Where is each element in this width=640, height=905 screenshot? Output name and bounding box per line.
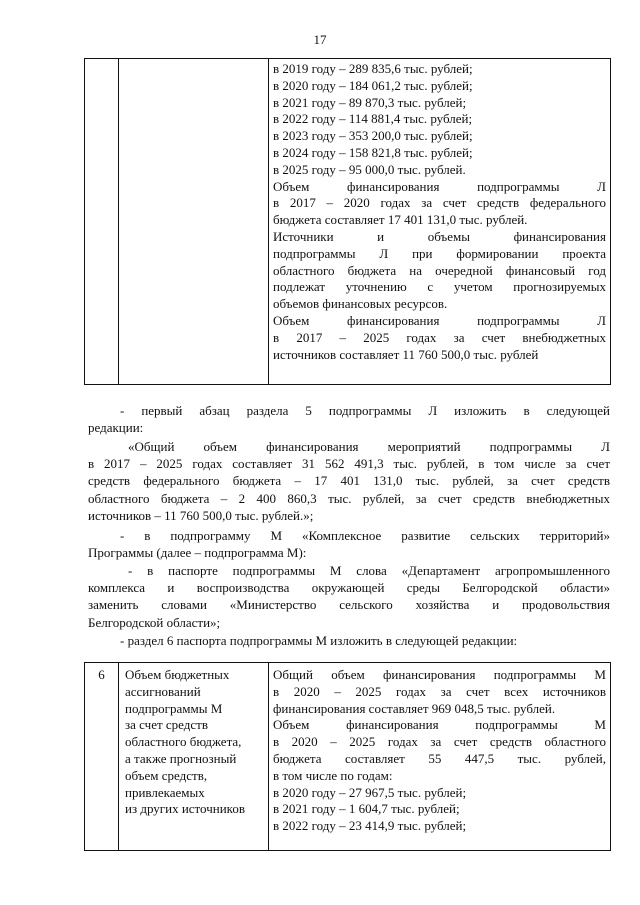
label-line: областного бюджета, [125,734,242,750]
regional-budget-paragraph-line: в том числе по годам: [273,767,393,783]
total-paragraph-line: в 2020 – 2025 годах за счет всех источников [273,683,606,699]
body-line: «Общий объем финансирования мероприятий подпрограммы Л [128,439,610,454]
table1-content-cell [269,59,611,385]
regional-budget-paragraph-line: бюджета составляет 55 447,5 тыс. рублей, [273,750,606,766]
label-line: а также прогнозный [125,750,237,766]
financing-table-continued [84,58,611,385]
year-line-2021: в 2021 году – 1 604,7 тыс. рублей; [273,801,460,817]
federal-budget-paragraph-line: в 2017 – 2020 годах за счет средств федерального [273,195,606,211]
year-line-2021: в 2021 году – 89 870,3 тыс. рублей; [273,94,467,110]
body-line: редакции: [88,420,144,436]
body-line: - первый абзац раздела 5 подпрограммы Л изложить в следующей [120,403,610,418]
total-paragraph-line: финансирования составляет 969 048,5 тыс. рублей. [273,700,556,716]
body-line: комплекса и воспроизводства окружающей среды Белгородской области» [88,580,610,596]
table2-content-cell [269,663,611,851]
table1-number-cell [85,59,119,385]
table1-label-cell [119,59,269,385]
label-line: ассигнований [125,683,201,699]
body-line: областного бюджета – 2 400 860,3 тыс. рублей, за счет средств внебюджетных [88,490,610,506]
paragraph-section5-amend [88,402,610,436]
body-line: заменить словами «Министерство сельского хозяйства и продовольствия [88,597,610,613]
body-line: средств федерального бюджета – 17 401 131,0 тыс. рублей, за счет средств [88,473,610,489]
year-line-2020: в 2020 году – 184 061,2 тыс. рублей; [273,77,473,93]
total-paragraph-line: Общий объем финансирования подпрограммы М [273,667,606,682]
extrabudgetary-paragraph-line: источников составляет 11 760 500,0 тыс. рублей [273,346,539,362]
subprogram-m-financing-table [84,662,611,851]
label-line: Объем бюджетных [125,667,230,682]
body-line: Белгородской области»; [88,614,221,630]
label-line: за счет средств [125,717,208,733]
table2-number-cell [85,663,119,851]
body-line: - в паспорте подпрограммы М слова «Департамент агропромышленного [128,563,610,578]
year-line-2020: в 2020 году – 27 967,5 тыс. рублей; [273,784,467,800]
sources-paragraph-line: подпрограммы Л при формировании проекта [273,245,606,261]
extrabudgetary-paragraph-line: Объем финансирования подпрограммы Л [273,312,606,328]
paragraph-subprogram-m [88,527,610,561]
sources-paragraph-line: областного бюджета на очередной финансовый год [273,262,606,278]
paragraph-quote-total [88,438,610,524]
label-line: из других источников [125,801,245,817]
year-line-2023: в 2023 году – 353 200,0 тыс. рублей; [273,128,473,144]
year-line-2022: в 2022 году – 114 881,4 тыс. рублей; [273,111,473,127]
row-number: 6 [98,667,105,682]
table2-label-cell [119,663,269,851]
year-line-2024: в 2024 году – 158 821,8 тыс. рублей; [273,144,473,160]
year-line-2019: в 2019 году – 289 835,6 тыс. рублей; [273,61,473,76]
extrabudgetary-paragraph-line: в 2017 – 2025 годах за счет внебюджетных [273,329,606,345]
body-line: - раздел 6 паспорта подпрограммы М изложить в следующей редакции: [120,633,518,648]
year-line-2025: в 2025 году – 95 000,0 тыс. рублей. [273,161,466,177]
label-line: подпрограммы М [125,700,223,716]
label-line: привлекаемых [125,784,205,800]
paragraph-section6 [88,632,610,649]
sources-paragraph-line: подлежат уточнению с учетом прогнозируемых [273,279,606,295]
federal-budget-paragraph-line: Объем финансирования подпрограммы Л [273,178,606,194]
year-line-2022: в 2022 году – 23 414,9 тыс. рублей; [273,818,467,834]
page-number: 17 [313,32,327,47]
body-line: Программы (далее – подпрограмма М): [88,545,307,561]
federal-budget-paragraph-line: бюджета составляет 17 401 131,0 тыс. рублей. [273,212,528,228]
regional-budget-paragraph-line: Объем финансирования подпрограммы М [273,717,606,733]
sources-paragraph-line: объемов финансовых ресурсов. [273,296,448,312]
paragraph-passport-words [88,562,610,631]
label-line: объем средств, [125,767,208,783]
body-line: источников – 11 760 500,0 тыс. рублей.»; [88,507,314,523]
regional-budget-paragraph-line: в 2020 – 2025 годах за счет средств областного [273,734,606,750]
sources-paragraph-line: Источники и объемы финансирования [273,228,606,244]
body-line: - в подпрограмму М «Комплексное развитие сельских территорий» [120,528,610,543]
body-line: в 2017 – 2025 годах составляет 31 562 491,3 тыс. рублей, в том числе за счет [88,456,610,472]
